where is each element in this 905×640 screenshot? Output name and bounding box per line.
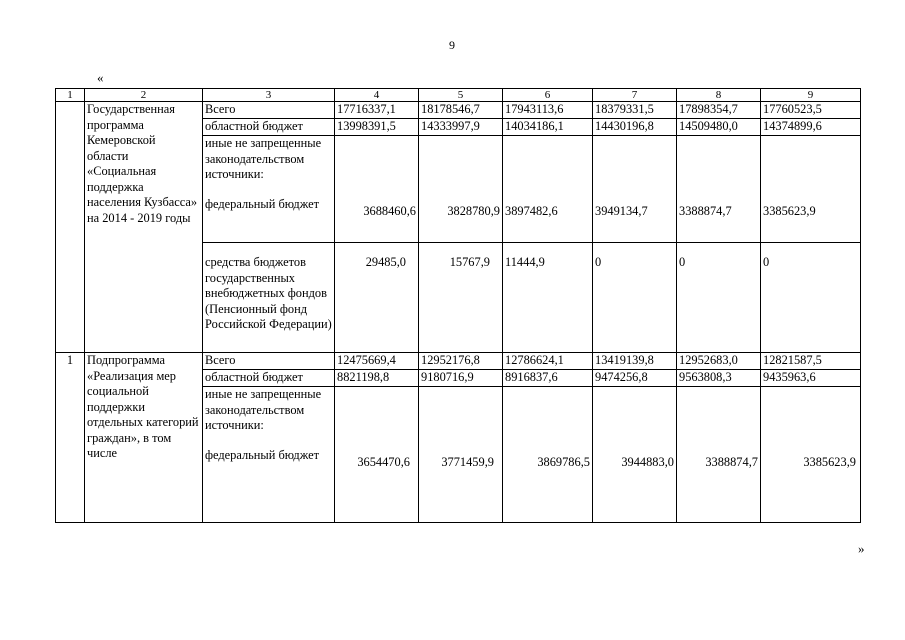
value-cell: 17943113,6 [503,102,593,119]
table-row [56,353,861,370]
other-sources-label: иные не запрещенные законодательством источники: [205,136,322,181]
header-cell: 7 [593,89,677,102]
header-cell: 6 [503,89,593,102]
row-number [56,102,85,353]
value-cell: 12952683,0 [677,353,761,370]
value-cell: 3897482,6 [503,136,593,243]
value-cell: 11444,9 [503,243,593,353]
value-cell: 12475669,4 [335,353,419,370]
value-cell: 18379331,5 [593,102,677,119]
value-cell: 3944883,0 [593,387,677,523]
closing-quote: » [858,541,865,556]
header-cell: 1 [56,89,85,102]
value-cell: 3949134,7 [593,136,677,243]
value-cell: 14374899,6 [761,119,861,136]
value-cell: 14333997,9 [419,119,503,136]
opening-quote: « [97,70,104,85]
header-cell: 4 [335,89,419,102]
value-cell: 17716337,1 [335,102,419,119]
value-cell: 3688460,6 [335,136,419,243]
value-cell: 3385623,9 [761,136,861,243]
value-cell: 12786624,1 [503,353,593,370]
value-cell: 3654470,6 [335,387,419,523]
value-cell: 17760523,5 [761,102,861,119]
subprogram-name: Подпрограмма «Реализация мер социальной поддержки отдельных категорий граждан», в том числе [85,353,203,523]
source-label: областной бюджет [203,370,335,387]
value-cell: 8821198,8 [335,370,419,387]
source-label: областной бюджет [203,119,335,136]
value-cell: 15767,9 [419,243,503,353]
value-cell: 3869786,5 [503,387,593,523]
header-cell: 3 [203,89,335,102]
value-cell: 0 [593,243,677,353]
value-cell: 14430196,8 [593,119,677,136]
value-cell: 9435963,6 [761,370,861,387]
value-cell: 3385623,9 [761,387,861,523]
value-cell: 0 [761,243,861,353]
source-label [203,387,335,523]
source-label: Всего [203,353,335,370]
source-label: Всего [203,102,335,119]
header-cell: 9 [761,89,861,102]
value-cell: 12952176,8 [419,353,503,370]
value-cell: 3828780,9 [419,136,503,243]
value-cell: 29485,0 [335,243,419,353]
value-cell: 18178546,7 [419,102,503,119]
header-cell: 2 [85,89,203,102]
value-cell: 9474256,8 [593,370,677,387]
federal-label: федеральный бюджет [205,447,320,462]
value-cell: 3388874,7 [677,387,761,523]
other-sources-label: иные не запрещенные законодательством источники: [205,387,322,432]
value-cell: 13998391,5 [335,119,419,136]
value-cell: 14509480,0 [677,119,761,136]
value-cell: 17898354,7 [677,102,761,119]
value-cell: 14034186,1 [503,119,593,136]
federal-label: федеральный бюджет [205,196,320,211]
value-cell: 0 [677,243,761,353]
header-cell: 5 [419,89,503,102]
value-cell: 12821587,5 [761,353,861,370]
budget-table [55,88,861,523]
table-row [56,102,861,119]
source-label: средства бюджетов государственных внебюджетных фондов (Пенсионный фонд Российской Федерации) [203,243,335,353]
value-cell: 9563808,3 [677,370,761,387]
program-name: Государственная программа Кемеровской области «Социальная поддержка населения Кузбасса» на 2014 - 2019 годы [85,102,203,353]
page-number: 9 [449,38,455,52]
source-label [203,136,335,243]
value-cell: 3388874,7 [677,136,761,243]
value-cell: 13419139,8 [593,353,677,370]
header-cell: 8 [677,89,761,102]
value-cell: 3771459,9 [419,387,503,523]
row-number: 1 [56,353,85,523]
header-row [56,89,861,102]
value-cell: 9180716,9 [419,370,503,387]
value-cell: 8916837,6 [503,370,593,387]
